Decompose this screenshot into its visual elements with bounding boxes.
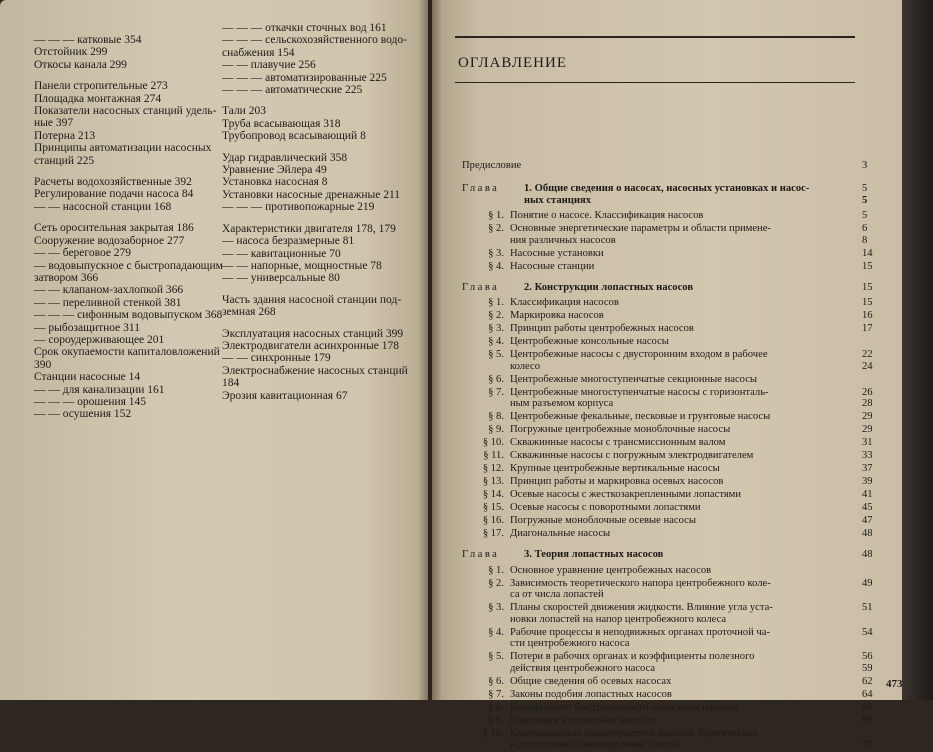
section-mark: § 3. (488, 247, 504, 259)
index-entry: Откосы канала 299 (34, 58, 127, 71)
chapter-page: 5 (862, 183, 868, 194)
section-mark: § 8. (488, 411, 504, 422)
section-title-cont: са от числа лопастей (510, 589, 604, 600)
section-mark: § 4. (488, 626, 504, 638)
contents-bottom-rule (455, 82, 855, 83)
index-entry: Сеть оросительная закрытая 186 (34, 222, 194, 235)
section-mark: § 13. (482, 476, 504, 487)
index-entry: — — переливной стенкой 381 (34, 296, 182, 309)
chapter-title: Теория лопастных насосов (534, 549, 664, 560)
section-page: 37 (862, 463, 873, 474)
section-page: 54 (862, 626, 873, 638)
index-entry: Уравнение Эйлера 49 (222, 164, 327, 177)
section-entry (462, 349, 882, 372)
section-mark: § 11. (483, 450, 504, 461)
section-mark: § 4. (488, 336, 504, 347)
index-entry: Площадка монтажная 274 (34, 92, 162, 105)
index-entry: — — береговое 279 (34, 247, 132, 260)
index-group-gap (34, 167, 223, 176)
index-entry: — рыбозащитное 311 (34, 321, 140, 334)
section-title: Принцип работы центробежных насосов (510, 323, 694, 334)
index-entry: — — плавучие 256 (222, 59, 316, 72)
section-entry (462, 310, 882, 322)
index-entry: Эрозия кавитационная 67 (222, 389, 348, 402)
section-title: Диагональные насосы (510, 528, 611, 539)
section-mark: § 6. (488, 373, 504, 385)
section-entry (462, 374, 882, 386)
section-entry (462, 437, 882, 449)
preface-label: Предисловие (462, 160, 522, 171)
section-mark: § 1. (488, 564, 504, 576)
section-mark: § 7. (488, 386, 504, 398)
index-entry: Часть здания насосной станции под- (222, 293, 402, 306)
section-page-cont: 59 (862, 662, 873, 674)
section-entry (462, 528, 882, 540)
index-entry: — — — откачки сточных вод 161 (222, 22, 387, 34)
chapter-heading (462, 282, 882, 294)
section-mark: § 3. (488, 602, 504, 613)
section-mark: § 7. (488, 688, 504, 700)
section-entry (462, 728, 882, 751)
section-mark: § 1. (488, 210, 504, 221)
section-title: Скважинные насосы с погружным электродвигателем (510, 450, 754, 461)
section-title: Погружные моноблочные осевые насосы (510, 515, 696, 526)
index-entry: — — — противопожарные 219 (222, 201, 375, 214)
section-mark: § 3. (488, 323, 504, 334)
section-mark: § 6. (488, 675, 504, 687)
index-entry: — — — катковые 354 (34, 34, 142, 46)
index-entry: Удар гидравлический 358 (222, 151, 348, 164)
section-mark: § 10. (482, 437, 504, 448)
chapter-gap (462, 274, 882, 282)
index-entry: — — — сифонным водовыпуском 368 (34, 309, 223, 322)
section-title: Основное уравнение центробежных насосов (510, 564, 712, 576)
section-title-cont: колесо (510, 360, 541, 372)
index-group-gap (222, 96, 408, 105)
index-entry: — — напорные, мощностные 78 (222, 259, 382, 272)
section-page: 56 (862, 651, 873, 662)
chapter-number: 1. (524, 183, 532, 194)
section-page: 17 (862, 323, 873, 334)
index-entry: Установка насосная 8 (222, 176, 328, 189)
section-page: 15 (862, 297, 873, 308)
section-page: 51 (862, 602, 873, 613)
index-entry: Регулирование подачи насоса 84 (34, 188, 194, 201)
index-entry: Электродвигатели асинхронные 178 (222, 339, 399, 352)
section-mark: § 4. (488, 260, 504, 272)
index-entry: — — — сельскохозяйственного водо- (222, 34, 407, 47)
section-page: 47 (862, 515, 873, 526)
section-title: Центробежные фекальные, песковые и грунтовые насосы (510, 411, 771, 422)
index-group-gap (34, 71, 223, 80)
section-page: 16 (862, 310, 873, 321)
section-entry (462, 248, 882, 260)
index-entry: 390 (34, 358, 52, 371)
book-cover-edge (902, 0, 933, 700)
section-entry (462, 578, 882, 601)
index-entry: — насоса безразмерные 81 (222, 235, 355, 248)
section-entry (462, 489, 882, 501)
index-entry: ные 397 (34, 117, 74, 130)
section-title-cont: ным разъемом корпуса (510, 398, 614, 409)
section-title: Насосные станции (510, 260, 595, 272)
index-entry: — — для канализации 161 (34, 383, 165, 396)
section-title: Центробежные многоступенчатые секционные насосы (510, 373, 758, 385)
section-entry (462, 702, 882, 714)
section-mark: § 14. (482, 489, 504, 500)
index-entry: Станции насосные 14 (34, 371, 141, 384)
section-page: 41 (862, 489, 873, 500)
index-group-gap (222, 214, 408, 223)
index-column-right (222, 22, 408, 402)
section-entry (462, 715, 882, 727)
section-page: 15 (862, 260, 873, 272)
section-entry (462, 387, 882, 410)
section-title: Осевые насосы с поворотными лопастями (510, 502, 701, 513)
section-entry (462, 602, 882, 625)
section-page: 48 (862, 528, 873, 539)
section-entry (462, 336, 882, 348)
chapter-number: 3. (524, 549, 532, 560)
index-entry: — сороудерживающее 201 (34, 333, 165, 346)
section-entry (462, 450, 882, 462)
chapter-word: Глава (462, 183, 500, 194)
index-entry: — — синхронные 179 (222, 352, 331, 365)
section-entry (462, 424, 882, 436)
section-page: 49 (862, 577, 873, 589)
page-number: 473 (886, 678, 903, 690)
section-title-cont: новки лопастей на напор центробежного колеса (510, 613, 727, 625)
section-entry (462, 515, 882, 527)
section-mark: § 16. (482, 515, 504, 526)
index-entry: Электроснабжение насосных станций (222, 364, 408, 377)
section-title: Кавитация в лопастных насосах (510, 714, 655, 726)
chapter-word: Глава (462, 549, 500, 560)
section-mark: § 8. (488, 701, 504, 713)
section-title: Центробежные многоступенчатые насосы с горизонталь- (510, 386, 769, 398)
section-page: 62 (862, 675, 873, 687)
section-page: 5 (862, 210, 868, 221)
index-column-left (34, 34, 223, 421)
section-title: Законы подобия лопастных насосов (510, 688, 672, 700)
section-mark: § 2. (488, 310, 504, 321)
section-title-cont: действия центробежного насоса (510, 662, 656, 674)
section-title: Крупные центробежные вертикальные насосы (510, 463, 720, 474)
section-title: Погружные центробежные моноблочные насосы (510, 424, 731, 435)
chapter-word: Глава (462, 281, 500, 293)
chapter-title-cont: ных станциях (524, 194, 591, 206)
section-page: 22 (862, 349, 873, 360)
section-mark: § 9. (488, 714, 504, 726)
index-entry: затвором 366 (34, 271, 99, 284)
section-title: Насосные установки (510, 247, 604, 259)
contents-preface (462, 160, 882, 171)
index-entry: Отстойник 299 (34, 46, 108, 59)
section-page-cont: 70 (862, 739, 873, 750)
index-entry: Тали 203 (222, 105, 266, 118)
chapter-heading (462, 183, 882, 206)
index-group-gap (222, 319, 408, 328)
chapter-title: Конструкции лопастных насосов (534, 281, 694, 293)
section-mark: § 1. (488, 297, 504, 308)
section-title-cont: ния различных насосов (510, 234, 616, 246)
section-mark: § 9. (488, 424, 504, 435)
index-entry: 184 (222, 377, 240, 390)
index-entry: — — — автоматические 225 (222, 84, 363, 97)
section-page: 45 (862, 502, 873, 513)
chapter-title: Общие сведения о насосах, насосных установках и насос- (534, 183, 810, 194)
section-mark: § 5. (488, 651, 504, 662)
index-group-gap (34, 213, 223, 222)
section-entry (462, 297, 882, 309)
section-entry (462, 223, 882, 246)
chapter-heading (462, 549, 882, 561)
section-title: Общие сведения об осевых насосах (510, 675, 672, 687)
contents-title: ОГЛАВЛЕНИЕ (458, 55, 567, 71)
section-entry (462, 565, 882, 577)
section-entry (462, 689, 882, 701)
section-title: Центробежные консольные насосы (510, 336, 669, 347)
index-entry: Эксплуатация насосных станций 399 (222, 327, 404, 340)
index-entry: Расчеты водохозяйственные 392 (34, 176, 192, 189)
index-entry: — — кавитационные 70 (222, 247, 341, 260)
index-entry: Труба всасывающая 318 (222, 117, 341, 130)
section-title: Центробежные насосы с двусторонним входом в рабочее (510, 349, 768, 360)
index-entry: Сооружение водозаборное 277 (34, 234, 185, 247)
section-entry (462, 476, 882, 488)
index-entry: Характеристики двигателя 178, 179 (222, 222, 396, 235)
index-entry: Панели стропительные 273 (34, 80, 168, 93)
index-entry: Показатели насосных станций удель- (34, 105, 217, 118)
section-page-cont: 24 (862, 360, 873, 372)
index-entry: Потерна 213 (34, 129, 96, 142)
section-mark: § 10. (482, 727, 504, 739)
section-title: Понятие о насосе. Классификация насосов (510, 210, 704, 221)
section-entry (462, 502, 882, 514)
chapter-gap (462, 541, 882, 549)
index-group-gap (222, 285, 408, 294)
preface-page: 3 (862, 160, 868, 171)
section-title: Зависимость теоретического напора центробежного коле- (510, 577, 771, 589)
section-page-cont: 28 (862, 398, 873, 409)
section-entry (462, 323, 882, 335)
chapter-page-cont: 5 (862, 194, 868, 206)
section-title: Маркировка насосов (510, 310, 604, 321)
section-page: 29 (862, 411, 873, 422)
section-entry (462, 210, 882, 222)
section-entry (462, 261, 882, 273)
section-title-cont: и допустимые кавитационные запасы (510, 739, 680, 750)
index-entry: — — — орошения 145 (34, 395, 147, 408)
chapter-number: 2. (524, 281, 532, 293)
section-title: Классификация насосов (510, 297, 619, 308)
index-group-gap (222, 143, 408, 152)
index-entry: — водовыпускное с быстропадающим (34, 259, 223, 272)
left-page (0, 0, 428, 700)
index-entry: — — клапаном-захлопкой 366 (34, 284, 184, 297)
section-mark: § 5. (488, 349, 504, 360)
index-entry: — — осушения 152 (34, 408, 132, 421)
section-mark: § 17. (482, 528, 504, 539)
section-page: 14 (862, 247, 873, 259)
section-page: 6 (862, 223, 868, 234)
section-entry (462, 411, 882, 423)
section-title-cont: сти центробежного насоса (510, 638, 630, 649)
index-entry: — — — автоматизированные 225 (222, 71, 387, 84)
section-title: Коэффициент быстроходности лопастных насосов (510, 701, 738, 713)
chapter-page: 48 (862, 549, 873, 560)
contents-top-rule (455, 36, 855, 38)
section-title: Принцип работы и маркировка осевых насосов (510, 476, 724, 487)
section-title: Основные энергетические параметры и области примене- (510, 223, 771, 234)
index-entry: — — насосной станции 168 (34, 200, 172, 213)
section-entry (462, 627, 882, 650)
section-entry (462, 463, 882, 475)
section-page: 64 (862, 688, 873, 700)
section-title: Осевые насосы с жесткозакрепленными лопастями (510, 489, 742, 500)
section-entry (462, 651, 882, 674)
index-entry: — — универсальные 80 (222, 272, 340, 285)
section-page: 33 (862, 450, 873, 461)
section-mark: § 2. (488, 577, 504, 589)
chapter-page: 15 (862, 281, 873, 293)
table-of-contents (462, 160, 882, 752)
section-page: 26 (862, 386, 873, 398)
section-page: 29 (862, 424, 873, 435)
section-title: Скважинные насосы с трансмиссионным валом (510, 437, 726, 448)
section-entry (462, 676, 882, 688)
section-title: Потери в рабочих органах и коэффициенты полезного (510, 651, 755, 662)
book-gutter (418, 0, 442, 700)
section-page: 31 (862, 437, 873, 448)
section-page: 39 (862, 476, 873, 487)
index-entry: снабжения 154 (222, 46, 295, 59)
section-page: 66 (862, 701, 873, 713)
section-mark: § 12. (482, 463, 504, 474)
section-page-cont: 8 (862, 234, 868, 246)
section-title: Кавитационные характеристики насосов. Критические (510, 727, 758, 739)
index-entry: земная 268 (222, 306, 276, 319)
section-mark: § 15. (482, 502, 504, 513)
index-entry: Трубопровод всасывающий 8 (222, 130, 366, 143)
section-title: Планы скоростей движения жидкости. Влияние угла уста- (510, 602, 773, 613)
index-entry: Принципы автоматизации насосных (34, 142, 212, 155)
section-page: 66 (862, 714, 873, 726)
section-title: Рабочие процессы в неподвижных органах проточной ча- (510, 626, 770, 638)
section-mark: § 2. (488, 223, 504, 234)
index-entry: Срок окупаемости капиталовложений (34, 346, 220, 359)
index-entry: Установки насосные дренажные 211 (222, 188, 401, 201)
index-entry: станций 225 (34, 154, 95, 167)
